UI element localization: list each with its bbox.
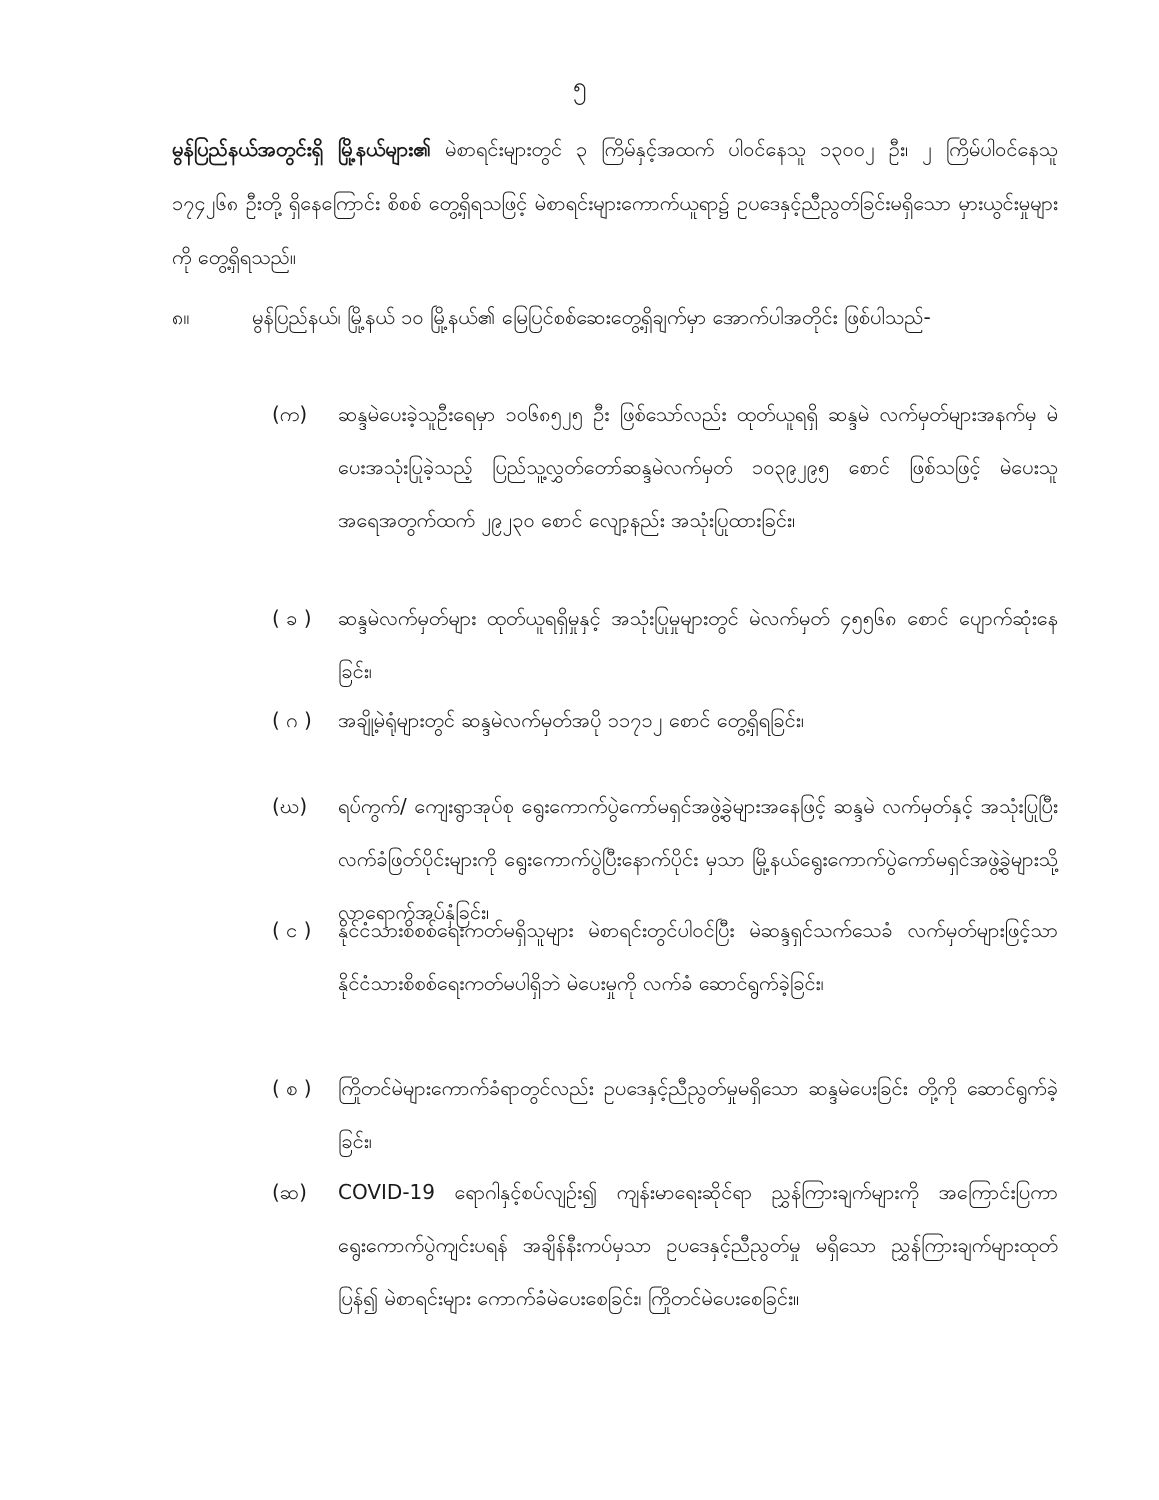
intro-paragraph bbox=[172, 122, 1058, 284]
list-item-text: COVID-19 ရောဂါနှင့်စပ်လျဉ်း၍ ကျန်းမာရေးဆိုင်ရာ ညွှန်ကြားချက်များကို အကြောင်းပြကာ ရွေးကောက်ပွဲကျင်းပရန် အချိန်နီးကပ်မှသာ ဥပဒေနှင့်ညီညွတ်မှု မရှိသော ညွှန်ကြားချက်များထုတ်ပြန်၍ မဲစာရင်းများ ကောက်ခံမဲပေးစေခြင်း၊ ကြိုတင်မဲပေးစေခြင်း။ bbox=[338, 1180, 1058, 1310]
section-8-number: ၈။ bbox=[172, 305, 190, 329]
intro-text: မဲစာရင်းများတွင် ၃ ကြိမ်နှင့်အထက် ပါဝင်နေသူ ၁၃၀၀၂ ဦး၊ ၂ ကြိမ်ပါဝင်နေသူ ၁၇၄၂၆၈ ဦးတို့ ရှိနေကြောင်း စိစစ် တွေ့ရှိရသဖြင့် မဲစာရင်းများကောက်ယူရာ၌ ဥပဒေနှင့်ညီညွတ်ခြင်းမရှိသော မှားယွင်းမှုများကို တွေ့ရှိရသည်။ bbox=[172, 137, 1058, 269]
list-item-label: ( ဂ ) bbox=[272, 708, 312, 732]
list-item-label: ( င ) bbox=[272, 918, 312, 942]
list-item-ga bbox=[272, 694, 1058, 747]
list-item-label: (ဃ) bbox=[272, 794, 308, 818]
list-item-text: ရပ်ကွက်/ ကျေးရွာအုပ်စု ရွေးကောက်ပွဲကော်မရှင်အဖွဲ့ခွဲများအနေဖြင့် ဆန္ဒမဲ လက်မှတ်နှင့် အသုံးပြုပြီး လက်ခံဖြတ်ပိုင်းများကို ရွေးကောက်ပွဲပြီးနောက်ပိုင်း မှသာ မြို့နယ်ရွေးကောက်ပွဲကော်မရှင်အဖွဲ့ခွဲများသို့ လာရောက်အပ်နှံခြင်း၊ bbox=[338, 794, 1058, 924]
list-item-text: နိုင်ငံသားစိစစ်ရေးကတ်မရှိသူများ မဲစာရင်းတွင်ပါဝင်ပြီး မဲဆန္ဒရှင်သက်သေခံ လက်မှတ်များဖြင့်သာ နိုင်ငံသားစိစစ်ရေးကတ်မပါရှိဘဲ မဲပေးမှုကို လက်ခံ ဆောင်ရွက်ခဲ့ခြင်း၊ bbox=[338, 918, 1058, 995]
list-item-label: (က) bbox=[272, 402, 308, 426]
list-item-hsa bbox=[272, 1166, 1058, 1325]
intro-bold-lead: မွန်ပြည်နယ်အတွင်းရှိ မြို့နယ်များ၏ bbox=[172, 137, 432, 161]
list-item-text: ကြိုတင်မဲများကောက်ခံရာတွင်လည်း ဥပဒေနှင့်ညီညွတ်မှုမရှိသော ဆန္ဒမဲပေးခြင်း တို့ကို ဆောင်ရွက်ခဲ့ခြင်း၊ bbox=[338, 1076, 1058, 1153]
list-item-kha bbox=[272, 592, 1058, 698]
list-item-ka bbox=[272, 388, 1058, 547]
list-item-label: ( ခ ) bbox=[272, 606, 312, 630]
section-8-text: မွန်ပြည်နယ်၊ မြို့နယ် ၁၀ မြို့နယ်၏ မြေပြင်စစ်ဆေးတွေ့ရှိချက်မှာ အောက်ပါအတိုင်း ဖြစ်ပါသည်- bbox=[252, 305, 931, 329]
section-8-paragraph bbox=[172, 290, 1058, 344]
list-item-text: အချို့မဲရုံများတွင် ဆန္ဒမဲလက်မှတ်အပို ၁၁၇၁၂ စောင် တွေ့ရှိရခြင်း၊ bbox=[338, 708, 805, 732]
list-item-sa bbox=[272, 1062, 1058, 1168]
list-item-label: (ဆ) bbox=[272, 1180, 307, 1204]
list-item-label: ( စ ) bbox=[272, 1076, 312, 1100]
list-item-nga bbox=[272, 904, 1058, 1010]
list-item-text: ဆန္ဒမဲပေးခဲ့သူဦးရေမှာ ၁၀၆၈၅၂၅ ဦး ဖြစ်သော်လည်း ထုတ်ယူရရှိ ဆန္ဒမဲ လက်မှတ်များအနက်မှ မဲပေးအသုံးပြုခဲ့သည့် ပြည်သူ့လွှတ်တော်ဆန္ဒမဲလက်မှတ် ၁၀၃၉၂၉၅ စောင် ဖြစ်သဖြင့် မဲပေးသူအရေအတွက်ထက် ၂၉၂၃၀ စောင် လျော့နည်း အသုံးပြုထားခြင်း၊ bbox=[338, 402, 1058, 532]
list-item-text: ဆန္ဒမဲလက်မှတ်များ ထုတ်ယူရရှိမှုနှင့် အသုံးပြုမှုများတွင် မဲလက်မှတ် ၄၅၅၆၈ စောင် ပျောက်ဆုံးနေခြင်း၊ bbox=[338, 606, 1058, 683]
page-number: ၅ bbox=[572, 72, 587, 100]
